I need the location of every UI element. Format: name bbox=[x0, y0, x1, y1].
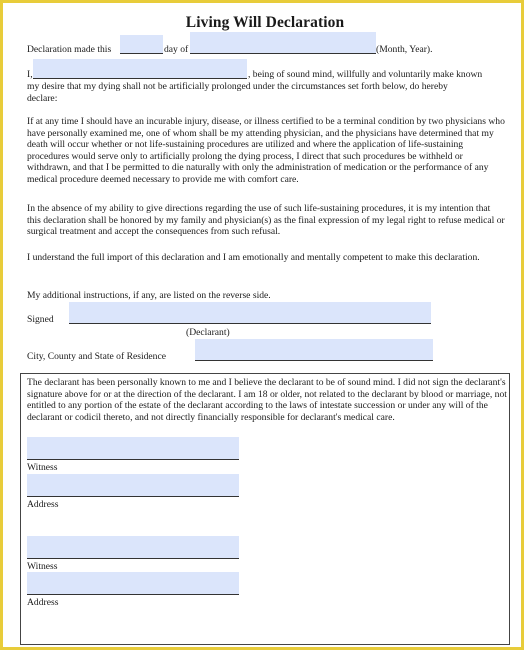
declare-text: declare: bbox=[27, 93, 58, 104]
declarant-signature-field[interactable] bbox=[69, 302, 431, 324]
witness-statement: The declarant has been personally known to me and I believe the declarant to be of sound mind. I did not sign the declarant's signature above for or at the direction of the declarant. I am 18 or older, not related to the declarant by blood or marriage, not entitled to any portion of the estate of the declarant according to the laws of intestate succession or under any will of the declarant or codicil thereto, and not directly financially responsible for declarant's medical care. bbox=[27, 377, 507, 423]
witness-2-signature-field[interactable] bbox=[27, 536, 239, 558]
witness-1-address-field[interactable] bbox=[27, 474, 239, 496]
page-title: Living Will Declaration bbox=[185, 14, 345, 31]
month-year-label: (Month, Year). bbox=[376, 44, 433, 55]
terminal-condition-paragraph: If at any time I should have an incurable injury, disease, or illness certified to be a terminal condition by two physicians who have personally examined me, one of whom shall be my attending physician, and the physicians have determined that my death will occur whether or not life-sustaining procedures are utilized and where the application of life-sustaining procedures would serve only to artificially prolong the dying process, I direct that such procedures be withheld or withdrawn, and that I be permitted to die naturally with only the administration of medication or the performance of any medical procedure deemed necessary to provide me with comfort care. bbox=[27, 116, 505, 185]
understanding-paragraph: I understand the full import of this declaration and I am emotionally and mentally competent to make this declaration. bbox=[27, 252, 480, 263]
witness-2-address-field[interactable] bbox=[27, 572, 239, 594]
declaration-made-label: Declaration made this bbox=[27, 44, 112, 55]
i-label: I, bbox=[27, 69, 33, 80]
desire-text: my desire that my dying shall not be artificially prolonged under the circumstances set forth below, do hereby bbox=[27, 81, 448, 92]
declarant-name-field[interactable] bbox=[33, 59, 247, 79]
witness-2-address-underline bbox=[27, 594, 239, 595]
witness-1-signature-field[interactable] bbox=[27, 437, 239, 459]
witness-2-label: Witness bbox=[27, 561, 58, 572]
sound-mind-text: , being of sound mind, willfully and voluntarily make known bbox=[248, 69, 483, 80]
signature-underline bbox=[69, 323, 431, 324]
additional-instructions-paragraph: My additional instructions, if any, are listed on the reverse side. bbox=[27, 290, 271, 301]
witness-1-label: Witness bbox=[27, 462, 58, 473]
day-of-label: day of bbox=[164, 44, 189, 55]
declarant-name-underline bbox=[33, 78, 247, 79]
residence-underline bbox=[195, 360, 433, 361]
residence-label: City, County and State of Residence bbox=[27, 351, 166, 362]
witness-2-underline bbox=[27, 558, 239, 559]
absence-of-ability-paragraph: In the absence of my ability to give directions regarding the use of such life-sustaining procedures, it is my intention that this declaration shall be honored by my family and physician(s) as the final expression of my legal right to refuse medical or surgical treatment and accept the consequences from such refusal. bbox=[27, 203, 505, 238]
witness-1-address-label: Address bbox=[27, 499, 59, 510]
residence-field[interactable] bbox=[195, 339, 433, 361]
declaration-day-field[interactable] bbox=[120, 35, 163, 54]
signed-label: Signed bbox=[27, 314, 54, 325]
witness-1-underline bbox=[27, 459, 239, 460]
declaration-month-year-underline bbox=[190, 53, 376, 54]
declaration-month-year-field[interactable] bbox=[190, 32, 376, 54]
declaration-day-underline bbox=[120, 53, 163, 54]
witness-2-address-label: Address bbox=[27, 597, 59, 608]
witness-1-address-underline bbox=[27, 496, 239, 497]
declarant-label: (Declarant) bbox=[186, 327, 230, 338]
